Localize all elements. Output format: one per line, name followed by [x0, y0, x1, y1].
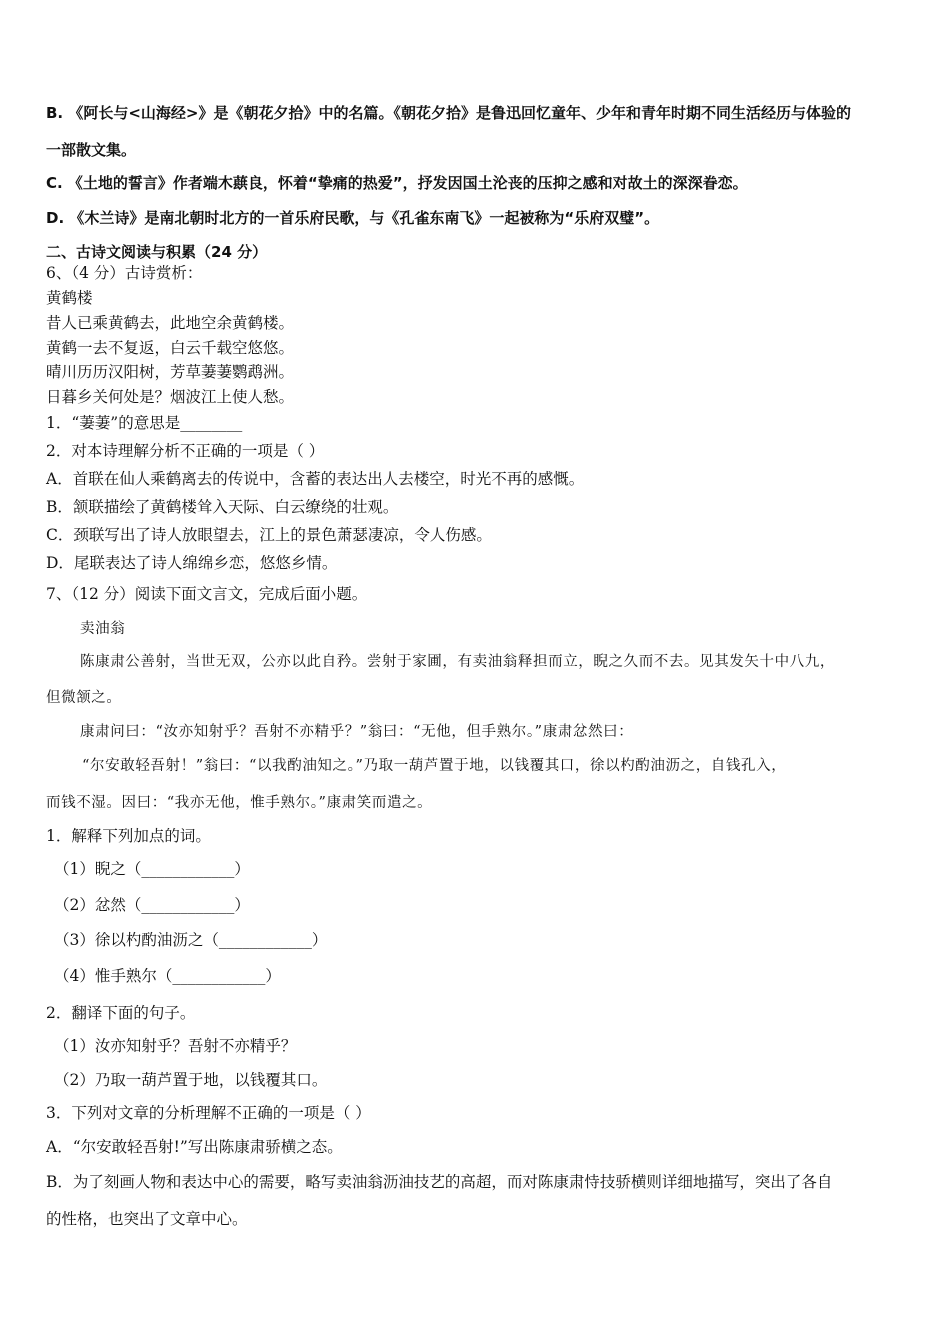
poem-title: 黄鹤楼: [46, 289, 93, 307]
q7-sub1: 1．解释下列加点的词。: [46, 827, 211, 845]
q6-sub1: 1．“萋萋”的意思是________: [46, 414, 243, 432]
option-b-text: B. 《阿长与<山海经>》是《朝花夕拾》中的名篇。《朝花夕拾》是鲁迅回忆童年、少年和青年时期不同生活经历与体验的: [46, 104, 851, 122]
q7-sub1-item: （4）惟手熟尔（____________）: [54, 967, 281, 985]
passage-line: 陈康肃公善射，当世无双，公亦以此自矜。尝射于家圃，有卖油翁释担而立，睨之久而不去。见其发矢十中八九，: [80, 654, 835, 670]
option-c-text: C. 《土地的誓言》作者端木蕻良，怀着“挚痛的热爱”，抒发因国土沦丧的压抑之感和对故土的深深眷恋。: [46, 174, 748, 192]
q6-option-b: B．颔联描绘了黄鹤楼耸入天际、白云缭绕的壮观。: [46, 498, 399, 516]
poem-line: 日暮乡关何处是？烟波江上使人愁。: [46, 388, 295, 406]
poem-line: 昔人已乘黄鹤去，此地空余黄鹤楼。: [46, 314, 295, 332]
option-b-text-cont: 一部散文集。: [46, 141, 137, 159]
q7-sub1-item: （2）忿然（____________）: [54, 896, 250, 914]
passage-line: 但微颔之。: [46, 690, 122, 706]
question-6-heading: 6、（4 分）古诗赏析：: [46, 264, 203, 282]
q6-sub2: 2．对本诗理解分析不正确的一项是（ ）: [46, 442, 325, 460]
poem-line: 晴川历历汉阳树，芳草萋萋鹦鹉洲。: [46, 363, 295, 381]
passage-line: 而钱不湿。因曰：“我亦无他，惟手熟尔。”康肃笑而遣之。: [46, 795, 433, 811]
q7-sub1-item: （3）徐以杓酌油沥之（____________）: [54, 931, 328, 949]
q6-option-c: C．颈联写出了诗人放眼望去，江上的景色萧瑟凄凉，令人伤感。: [46, 526, 492, 544]
q7-option-a: A．“尔安敢轻吾射!”写出陈康肃骄横之态。: [46, 1138, 343, 1156]
option-d-text: D. 《木兰诗》是南北朝时北方的一首乐府民歌，与《孔雀东南飞》一起被称为“乐府双璧”。: [46, 209, 660, 227]
section-heading: 二、古诗文阅读与积累（24 分）: [46, 243, 268, 261]
question-7-heading: 7、（12 分）阅读下面文言文，完成后面小题。: [46, 585, 368, 603]
q7-sub1-item: （1）睨之（____________）: [54, 860, 250, 878]
q6-option-a: A．首联在仙人乘鹤离去的传说中，含蓄的表达出人去楼空，时光不再的感慨。: [46, 470, 585, 488]
q7-sub3: 3．下列对文章的分析理解不正确的一项是（ ）: [46, 1104, 371, 1122]
q7-sub2: 2．翻译下面的句子。: [46, 1004, 196, 1022]
q6-option-d: D．尾联表达了诗人绵绵乡恋，悠悠乡情。: [46, 554, 338, 572]
passage-line: “尔安敢轻吾射！”翁曰：“以我酌油知之。”乃取一葫芦置于地，以钱覆其口，徐以杓酌油沥之，自钱孔入，: [82, 758, 787, 774]
passage-title: 卖油翁: [80, 621, 126, 637]
q7-sub2-item: （1）汝亦知射乎？吾射不亦精乎？: [54, 1037, 297, 1055]
poem-line: 黄鹤一去不复返，白云千载空悠悠。: [46, 339, 295, 357]
passage-line: 康肃问曰：“汝亦知射乎？吾射不亦精乎？”翁曰：“无他，但手熟尔。”康肃忿然曰：: [80, 724, 634, 740]
q7-option-b: B．为了刻画人物和表达中心的需要，略写卖油翁沥油技艺的高超，而对陈康肃恃技骄横则详细地描写，突出了各自: [46, 1173, 833, 1191]
q7-option-b-cont: 的性格，也突出了文章中心。: [46, 1210, 248, 1228]
q7-sub2-item: （2）乃取一葫芦置于地，以钱覆其口。: [54, 1071, 328, 1089]
